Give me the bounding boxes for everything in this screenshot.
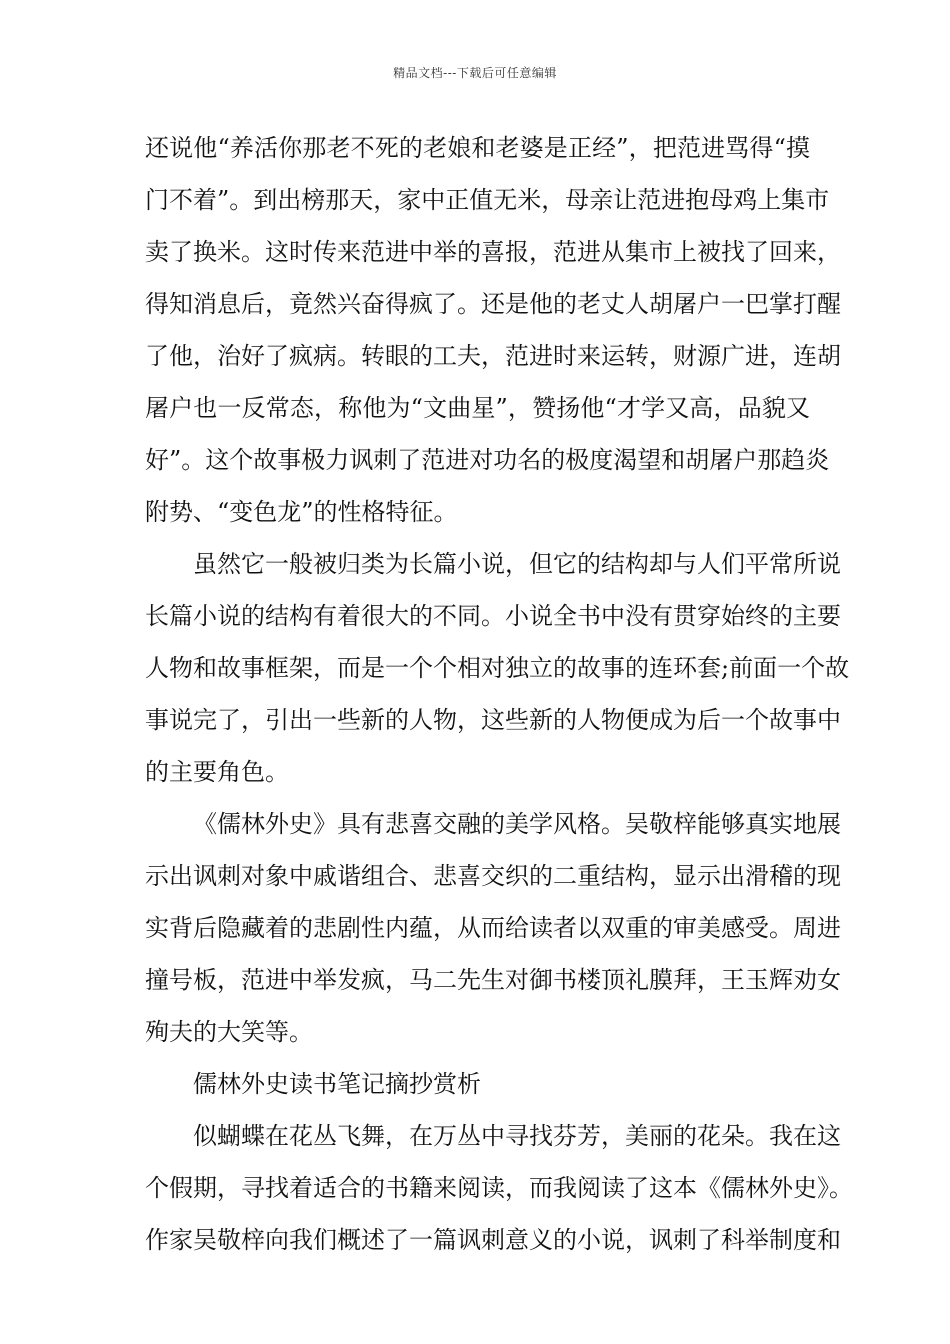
text-line: 示出讽刺对象中戚谐组合、悲喜交织的二重结构，显示出滑稽的现 [145,862,841,890]
text-line: 好”。这个故事极力讽刺了范进对功名的极度渴望和胡屠户那趋炎 [145,446,830,474]
text-line: 门不着”。到出榜那天，家中正值无米，母亲让范进抱母鸡上集市 [145,186,830,214]
page-header: 精品文档---下载后可任意编辑 [393,66,557,80]
text-line: 似蝴蝶在花丛飞舞，在万丛中寻找芬芳，美丽的花朵。我在这 [193,1122,841,1150]
text-line: 人物和故事框架，而是一个个相对独立的故事的连环套;前面一个故 [145,654,850,682]
text-line: 卖了换米。这时传来范进中举的喜报，范进从集市上被找了回来， [145,238,841,266]
text-line: 作家吴敬梓向我们概述了一篇讽刺意义的小说，讽刺了科举制度和 [145,1226,841,1254]
text-line: 屠户也一反常态，称他为“文曲星”，赞扬他“才学又高，品貌又 [145,394,810,422]
text-line: 还说他“养活你那老不死的老娘和老婆是正经”，把范进骂得“摸 [145,134,810,162]
text-line: 殉夫的大笑等。 [145,1018,313,1046]
text-line: 虽然它一般被归类为长篇小说，但它的结构却与人们平常所说 [193,550,841,578]
text-line: 附势、“变色龙”的性格特征。 [145,498,458,526]
text-line: 撞号板，范进中举发疯，马二先生对御书楼顶礼膜拜，王玉辉劝女 [145,966,841,994]
text-line: 实背后隐藏着的悲剧性内蕴，从而给读者以双重的审美感受。周进 [145,914,841,942]
text-line: 得知消息后，竟然兴奋得疯了。还是他的老丈人胡屠户一巴掌打醒 [145,290,841,318]
section-heading: 儒林外史读书笔记摘抄赏析 [193,1070,481,1098]
text-line: 个假期，寻找着适合的书籍来阅读，而我阅读了这本《儒林外史》。 [145,1174,853,1202]
document-body [145,132,853,1276]
text-line: 了他，治好了疯病。转眼的工夫，范进时来运转，财源广进，连胡 [145,342,841,370]
text-line: 事说完了，引出一些新的人物，这些新的人物便成为后一个故事中 [145,706,841,734]
text-line: 《儒林外史》具有悲喜交融的美学风格。吴敬梓能够真实地展 [193,810,841,838]
text-line: 长篇小说的结构有着很大的不同。小说全书中没有贯穿始终的主要 [145,602,841,630]
text-line: 的主要角色。 [145,758,289,786]
